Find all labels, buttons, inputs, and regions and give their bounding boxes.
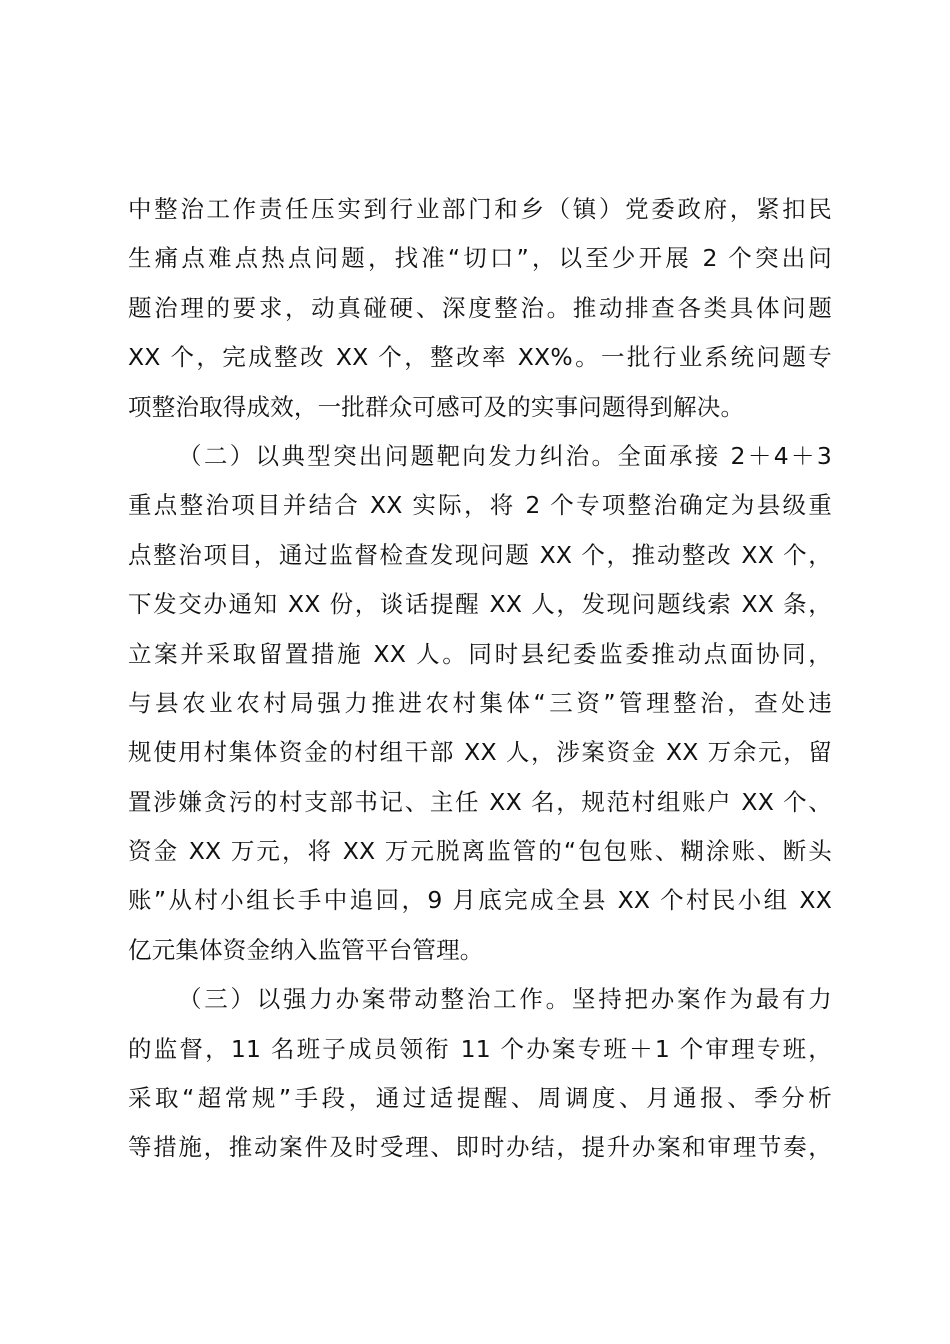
text-line: 采取“超常规”手段，通过适提醒、周调度、月通报、季分析 xyxy=(128,1084,832,1113)
text-line: 的监督，11 名班子成员领衔 11 个办案专班＋1 个审理专班， xyxy=(128,1034,832,1063)
text-line: 置涉嫌贪污的村支部书记、主任 XX 名，规范村组账户 XX 个、 xyxy=(128,787,832,816)
text-line: XX 个，完成整改 XX 个，整改率 XX%。一批行业系统问题专 xyxy=(128,343,832,372)
text-line: 与县农业农村局强力推进农村集体“三资”管理整治，查处违 xyxy=(128,688,832,717)
section-heading-line: （三）以强力办案带动整治工作。坚持把办案作为最有力 xyxy=(178,985,832,1014)
body-text xyxy=(128,185,832,1173)
text-line: 立案并采取留置措施 XX 人。同时县纪委监委推动点面协同， xyxy=(128,639,832,668)
text-line: 点整治项目，通过监督检查发现问题 XX 个，推动整改 XX 个， xyxy=(128,540,832,569)
text-line: 题治理的要求，动真碰硬、深度整治。推动排查各类具体问题 xyxy=(128,293,832,322)
text-line: 项整治取得成效，一批群众可感可及的实事问题得到解决。 xyxy=(128,392,745,421)
text-line: 下发交办通知 XX 份，谈话提醒 XX 人，发现问题线索 XX 条， xyxy=(128,590,832,619)
text-line: 资金 XX 万元，将 XX 万元脱离监管的“包包账、糊涂账、断头 xyxy=(128,837,832,866)
text-line: 账”从村小组长手中追回，9 月底完成全县 XX 个村民小组 XX xyxy=(128,886,832,915)
text-line: 等措施，推动案件及时受理、即时办结，提升办案和审理节奏， xyxy=(128,1133,832,1162)
text-line: 中整治工作责任压实到行业部门和乡（镇）党委政府，紧扣民 xyxy=(128,195,832,223)
text-line: 规使用村集体资金的村组干部 XX 人，涉案资金 XX 万余元，留 xyxy=(128,738,832,767)
text-line: 重点整治项目并结合 XX 实际，将 2 个专项整治确定为县级重 xyxy=(128,491,832,520)
text-line: 生痛点难点热点问题，找准“切口”，以至少开展 2 个突出问 xyxy=(128,244,832,273)
text-line: 亿元集体资金纳入监管平台管理。 xyxy=(128,935,484,964)
section-heading-line: （二）以典型突出问题靶向发力纠治。全面承接 2＋4＋3 xyxy=(178,441,832,470)
